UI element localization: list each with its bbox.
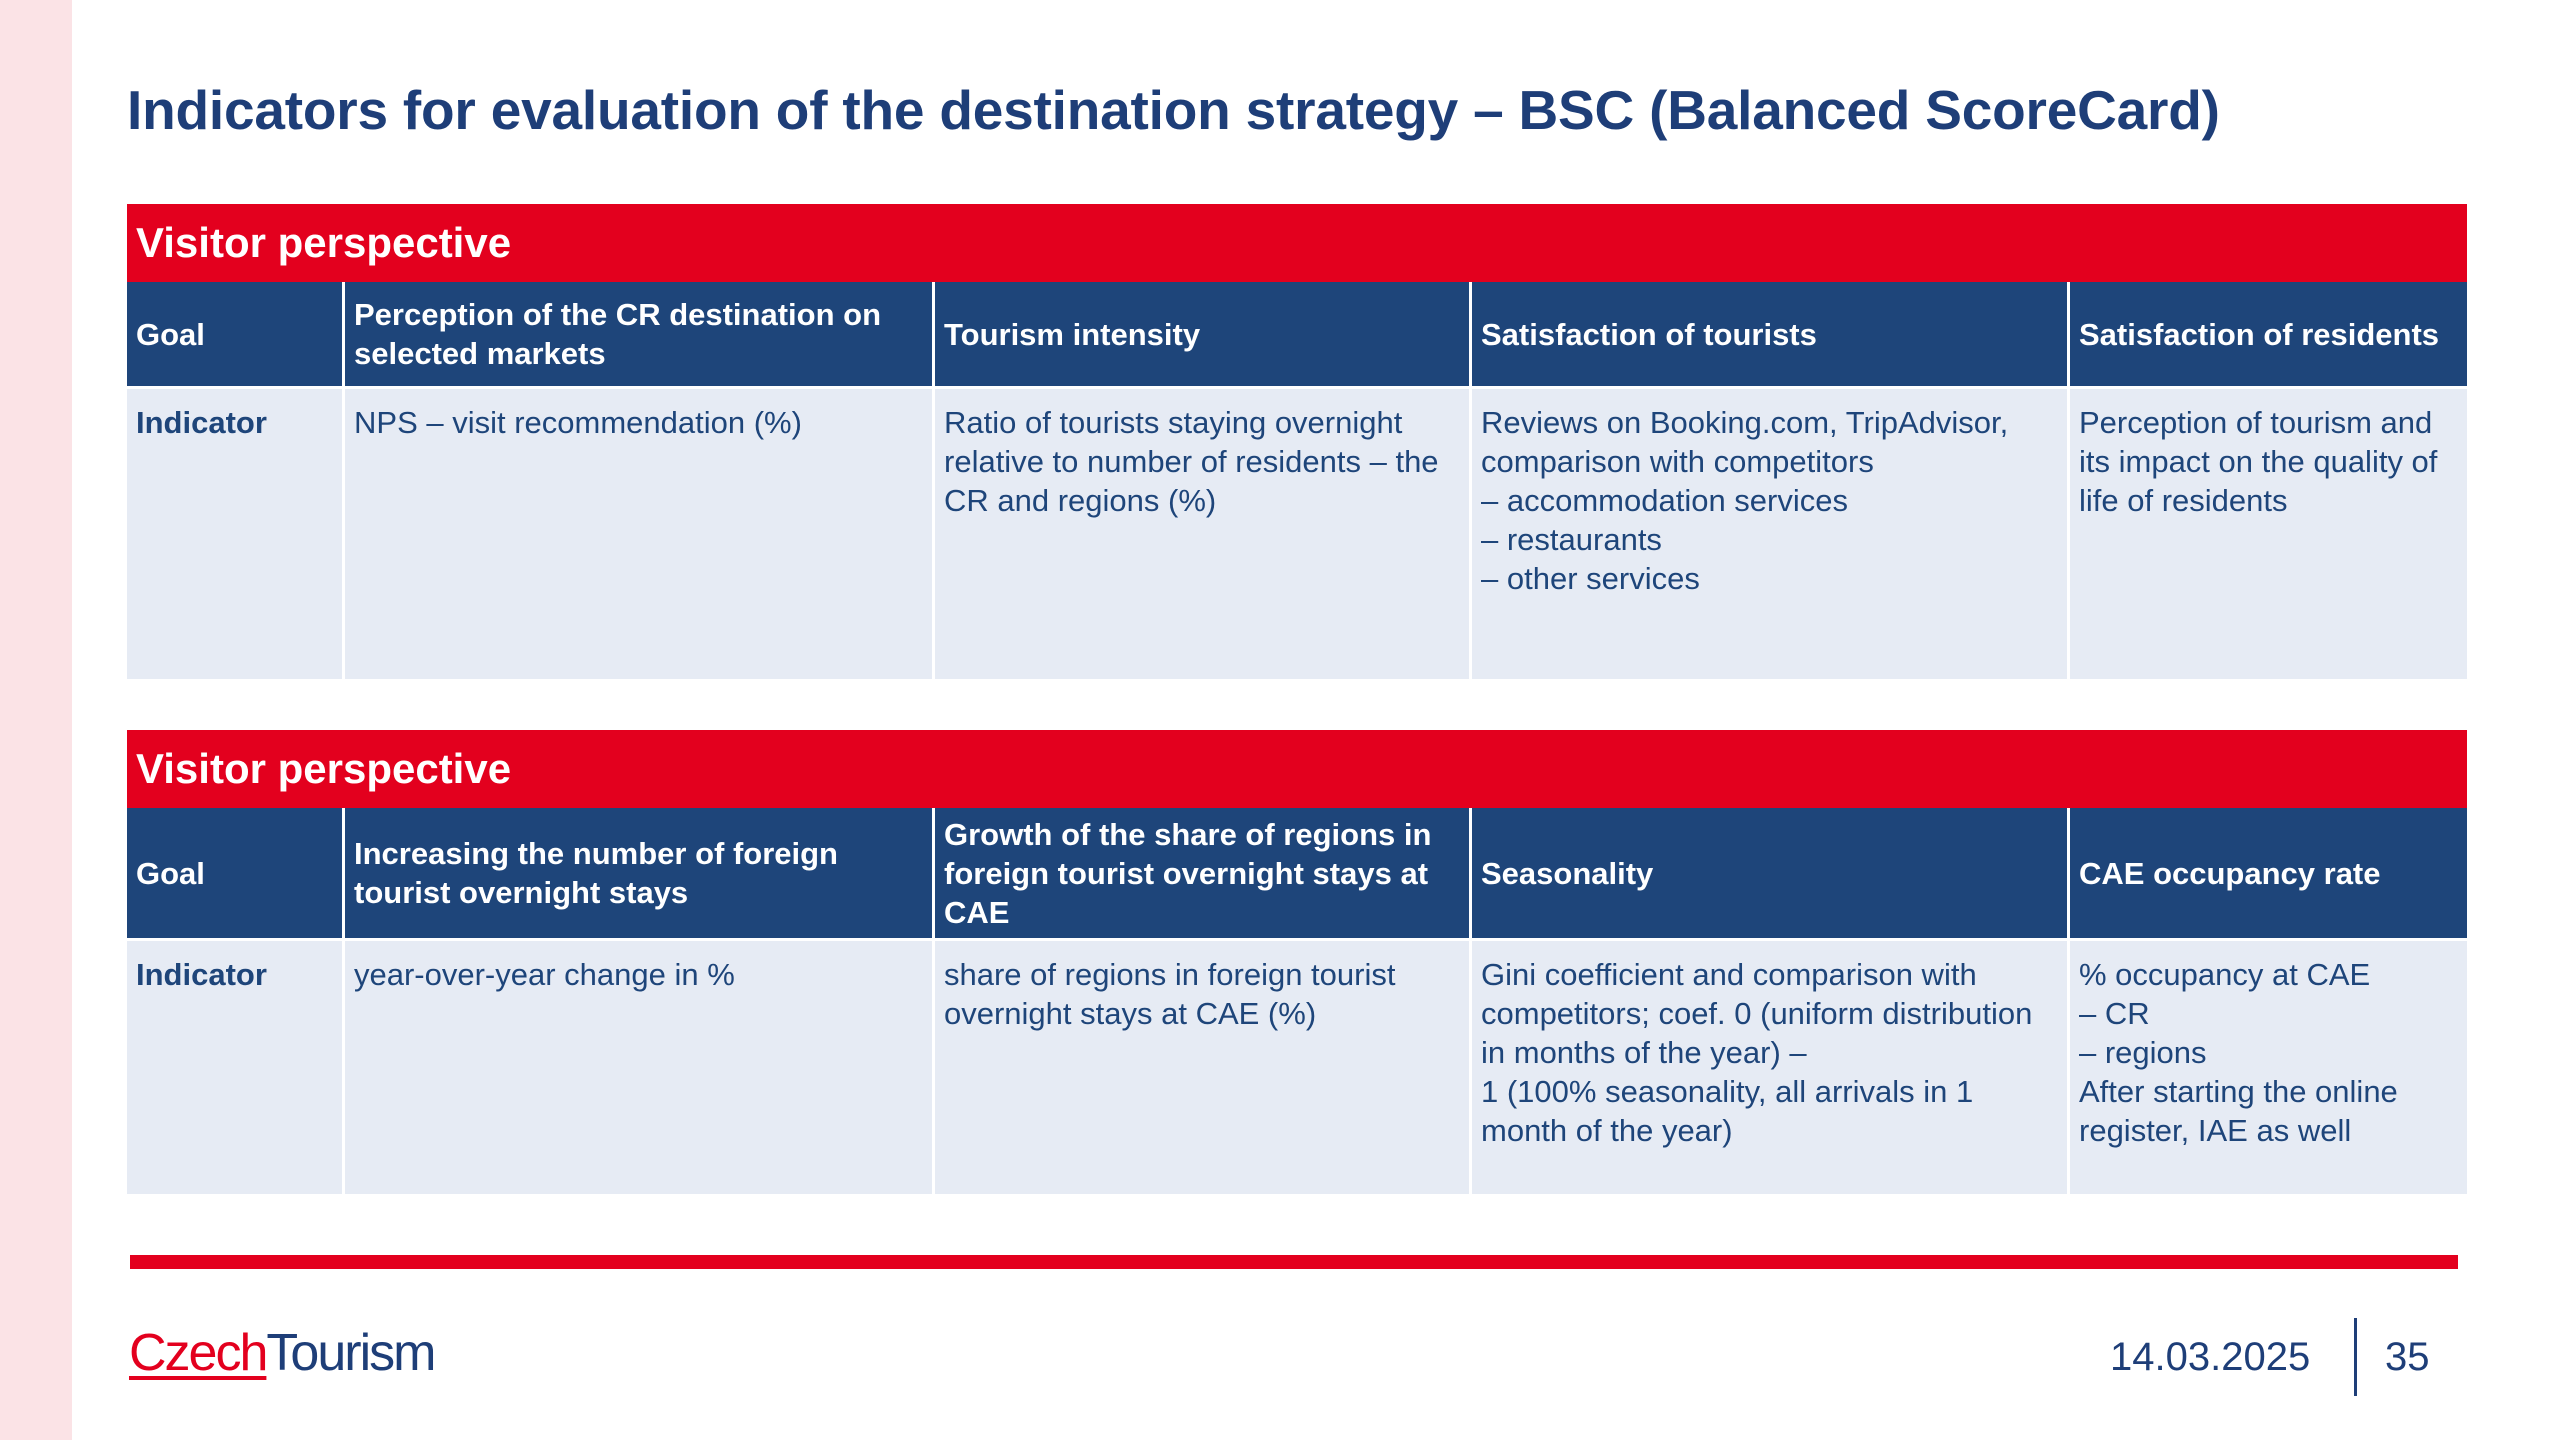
indicator-cell <box>2067 941 2467 1194</box>
indicator-line: – restaurants <box>1481 522 1662 557</box>
indicator-line: Gini coefficient and comparison with competitors; coef. 0 (uniform distribution in months of the year) – <box>1481 957 2033 1070</box>
footer-date: 14.03.2025 <box>2110 1335 2311 1379</box>
bsc-table-1 <box>127 204 2467 679</box>
indicator-cell <box>1469 941 2067 1194</box>
indicator-line: – other services <box>1481 561 1700 596</box>
indicator-line: year-over-year change in % <box>354 957 735 992</box>
goal-cell: Growth of the share of regions in foreign tourist overnight stays at CAE <box>932 808 1469 941</box>
indicator-line: – accommodation services <box>1481 483 1848 518</box>
logo-text-czech: Czech <box>129 1324 267 1382</box>
indicator-cell <box>932 941 1469 1194</box>
indicator-label: Indicator <box>127 941 342 1194</box>
footer-separator <box>2354 1318 2357 1396</box>
goal-cell: Increasing the number of foreign tourist overnight stays <box>342 808 932 941</box>
goal-cell: Seasonality <box>1469 808 2067 941</box>
page-title: Indicators for evaluation of the destination strategy – BSC (Balanced ScoreCard) <box>127 79 2220 141</box>
indicator-line: NPS – visit recommendation (%) <box>354 405 802 440</box>
indicator-cell <box>1469 389 2067 679</box>
goal-cell: Satisfaction of tourists <box>1469 282 2067 389</box>
indicator-line: – CR <box>2079 996 2150 1031</box>
indicator-label: Indicator <box>127 389 342 679</box>
goal-label: Goal <box>127 282 342 389</box>
indicator-line: Perception of tourism and its impact on the quality of life of residents <box>2079 405 2438 518</box>
indicator-line: Ratio of tourists staying overnight relative to number of residents – the CR and regions (%) <box>944 405 1439 518</box>
czechtourism-logo <box>129 1323 434 1383</box>
indicator-cell <box>342 389 932 679</box>
goal-label: Goal <box>127 808 342 941</box>
indicator-cell <box>2067 389 2467 679</box>
bsc-table <box>127 282 2467 679</box>
indicator-line: % occupancy at CAE <box>2079 957 2371 992</box>
page-number: 35 <box>2385 1335 2430 1379</box>
goal-cell: Tourism intensity <box>932 282 1469 389</box>
bsc-table-2 <box>127 730 2467 1194</box>
goal-cell: CAE occupancy rate <box>2067 808 2467 941</box>
footer-divider-line <box>130 1255 2458 1269</box>
indicator-line: After starting the online register, IAE as well <box>2079 1074 2398 1148</box>
bsc-table <box>127 808 2467 1194</box>
indicator-row <box>127 389 2467 679</box>
goal-cell: Satisfaction of residents <box>2067 282 2467 389</box>
section-header: Visitor perspective <box>127 730 2467 808</box>
side-strip <box>0 0 72 1440</box>
goal-row <box>127 282 2467 389</box>
indicator-cell <box>932 389 1469 679</box>
indicator-line: – regions <box>2079 1035 2207 1070</box>
indicator-row <box>127 941 2467 1194</box>
goal-cell: Perception of the CR destination on selected markets <box>342 282 932 389</box>
goal-row <box>127 808 2467 941</box>
section-header: Visitor perspective <box>127 204 2467 282</box>
indicator-line: 1 (100% seasonality, all arrivals in 1 month of the year) <box>1481 1074 1974 1148</box>
indicator-cell <box>342 941 932 1194</box>
logo-text-tourism: Tourism <box>266 1324 435 1382</box>
indicator-line: Reviews on Booking.com, TripAdvisor, comparison with competitors <box>1481 405 2009 479</box>
indicator-line: share of regions in foreign tourist overnight stays at CAE (%) <box>944 957 1396 1031</box>
